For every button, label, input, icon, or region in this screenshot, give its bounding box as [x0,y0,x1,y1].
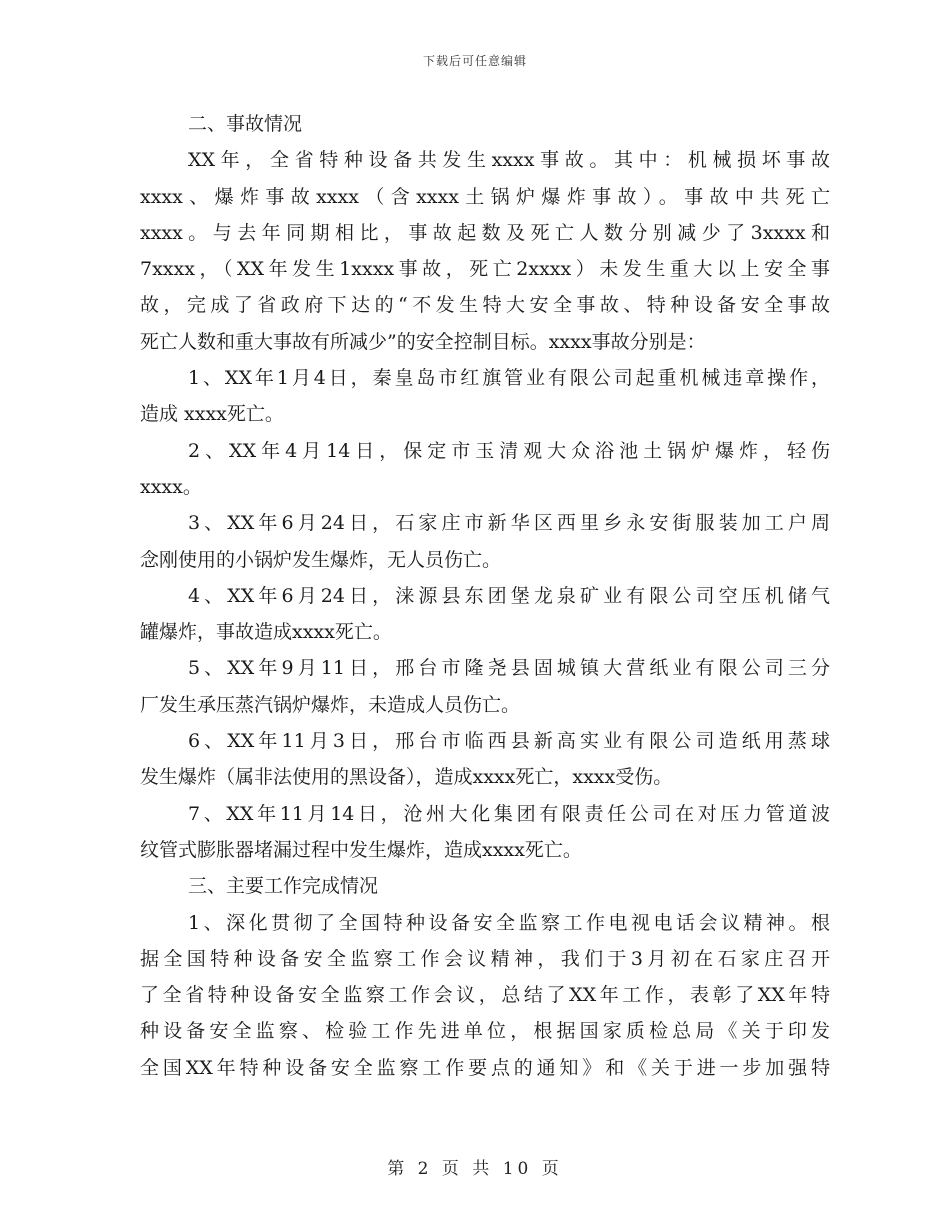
section-heading: 二、事故情况 [188,113,303,135]
paragraph-line: 了全省特种设备安全监察工作会议，总结了XX年工作，表彰了XX年特 [140,984,830,1007]
paragraph-line: xxxx、爆炸事故xxxx（含xxxx土锅炉爆炸事故）。事故中共死亡 [140,185,830,208]
paragraph-line: 种设备安全监察、检验工作先进单位，根据国家质检总局《关于印发 [140,1020,830,1043]
paragraph-line: 死亡人数和重大事故有所减少”的安全控制目标。xxxx事故分别是： [140,330,706,353]
document-body [140,106,830,1086]
paragraph-line: 5、XX年9月11日，邢台市隆尧县固城镇大营纸业有限公司三分 [188,657,830,680]
paragraph-line: 4、XX年6月24日，涞源县东团堡龙泉矿业有限公司空压机储气 [188,584,830,607]
paragraph-line: 厂发生承压蒸汽锅炉爆炸，未造成人员伤亡。 [140,693,521,716]
paragraph-line: xxxx。 [140,475,202,498]
paragraph-line: 造成 xxxx死亡。 [140,403,284,426]
paragraph-line: 7xxxx，（XX年发生1xxxx事故，死亡2xxxx）未发生重大以上安全事 [140,258,830,281]
paragraph-line: xxxx。与去年同期相比，事故起数及死亡人数分别减少了3xxxx和 [140,221,830,244]
paragraph-line: 念刚使用的小锅炉发生爆炸，无人员伤亡。 [140,548,502,571]
page-header: 下载后可任意编辑 [422,54,527,68]
paragraph-line: XX年，全省特种设备共发生xxxx事故。其中：机械损坏事故 [188,149,830,172]
paragraph-line: 6、XX年11月3日，邢台市临西县新高实业有限公司造纸用蒸球 [188,730,830,753]
paragraph-line: 全国XX年特种设备安全监察工作要点的通知》和《关于进一步加强特 [140,1056,830,1079]
paragraph-line: 纹管式膨胀器堵漏过程中发生爆炸，造成xxxx死亡。 [140,838,582,861]
paragraph-line: 罐爆炸，事故造成xxxx死亡。 [140,621,392,644]
page-number-footer: 第 2 页 共 10 页 [387,1159,563,1179]
paragraph-line: 3、XX年6月24日，石家庄市新华区西里乡永安街服装加工户周 [188,512,830,535]
paragraph-line: 故，完成了省政府下达的“不发生特大安全事故、特种设备安全事故 [140,294,830,317]
paragraph-line: 1、深化贯彻了全国特种设备安全监察工作电视电话会议精神。根 [188,911,830,934]
paragraph-line: 发生爆炸（属非法使用的黑设备），造成xxxx死亡，xxxx受伤。 [140,766,673,789]
paragraph-line: 2、XX年4月14日，保定市玉清观大众浴池土锅炉爆炸，轻伤 [188,439,830,462]
paragraph-line: 1、XX年1月4日，秦皇岛市红旗管业有限公司起重机械违章操作， [188,367,830,390]
section-heading: 三、主要工作完成情况 [188,875,379,898]
paragraph-line: 7、XX年11月14日，沧州大化集团有限责任公司在对压力管道波 [188,802,830,825]
paragraph-line: 据全国特种设备安全监察工作会议精神，我们于3月初在石家庄召开 [140,947,830,970]
